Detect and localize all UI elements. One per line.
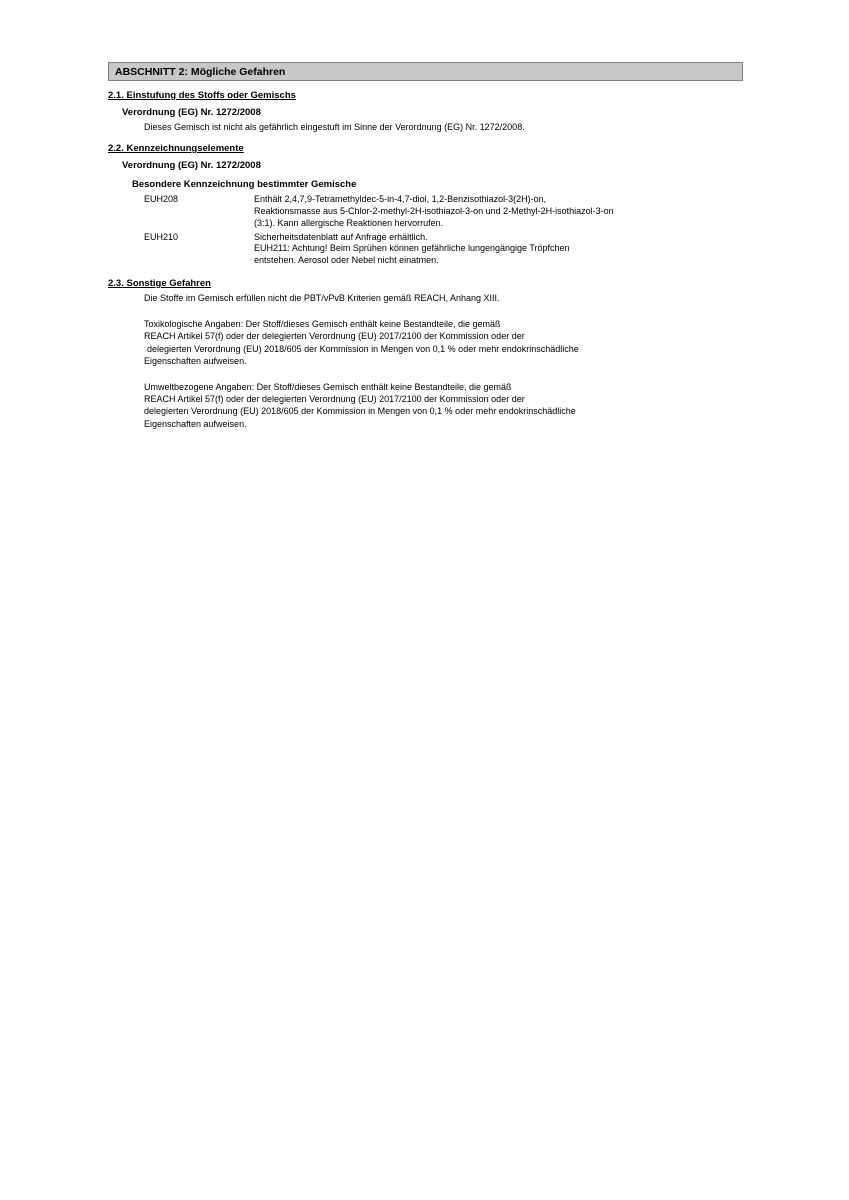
euh-text-line: Sicherheitsdatenblatt auf Anfrage erhältlich. — [254, 231, 428, 242]
paragraph-line: REACH Artikel 57(f) oder der delegierten Verordnung (EU) 2017/2100 der Kommission oder der — [144, 331, 525, 342]
section-banner: ABSCHNITT 2: Mögliche Gefahren — [108, 62, 743, 81]
subsection-2-1-heading: 2.1. Einstufung des Stoffs oder Gemischs — [108, 90, 296, 101]
table-row — [144, 232, 704, 270]
paragraph-line: Toxikologische Angaben: Der Stoff/dieses Gemisch enthält keine Bestandteile, die gemäß — [144, 319, 501, 329]
subsection-2-3-intro: Die Stoffe im Gemisch erfüllen nicht die PBT/vPvB Kriterien gemäß REACH, Anhang XIII. — [144, 293, 500, 304]
euh-code: EUH208 — [144, 193, 179, 204]
paragraph-line: Umweltbezogene Angaben: Der Stoff/dieses Gemisch enthält keine Bestandteile, die gemäß — [144, 381, 512, 392]
euh-text — [254, 232, 704, 270]
document-content — [108, 62, 743, 430]
paragraph-line: delegierten Verordnung (EU) 2018/605 der Kommission in Mengen von 0,1 % oder mehr endokrinschädliche — [144, 406, 576, 417]
euh-text-line: Reaktionsmasse aus 5-Chlor-2-methyl-2H-isothiazol-3-on und 2-Methyl-2H-isothiazol-3-on — [254, 205, 614, 216]
subsection-2-2-regulation-heading: Verordnung (EG) Nr. 1272/2008 — [122, 159, 261, 171]
paragraph-line: delegierten Verordnung (EU) 2018/605 der Kommission in Mengen von 0,1 % oder mehr endokrinschädliche — [147, 343, 579, 354]
paragraph-line: REACH Artikel 57(f) oder der delegierten Verordnung (EU) 2017/2100 der Kommission oder der — [144, 394, 525, 405]
subsection-2-3-heading: 2.3. Sonstige Gefahren — [108, 278, 211, 290]
euh-text-line: (3:1). Kann allergische Reaktionen hervorrufen. — [254, 217, 444, 228]
euh-text — [254, 194, 704, 232]
euh-text-line: Enthält 2,4,7,9-Tetramethyldec-5-in-4,7-diol, 1,2-Benzisothiazol-3(2H)-on, — [254, 193, 547, 204]
subsection-2-1-text: Dieses Gemisch ist nicht als gefährlich eingestuft im Sinne der Verordnung (EG) Nr. 1272/2008. — [144, 122, 525, 132]
euh-statements-table — [144, 194, 704, 269]
toxicological-information-paragraph — [144, 318, 689, 368]
subsection-2-2-heading: 2.2. Kennzeichnungselemente — [108, 142, 244, 154]
table-row — [144, 194, 704, 232]
special-labelling-heading: Besondere Kennzeichnung bestimmter Gemische — [132, 178, 357, 190]
euh-text-line: entstehen. Aerosol oder Nebel nicht einatmen. — [254, 255, 439, 266]
subsection-2-1-regulation-heading: Verordnung (EG) Nr. 1272/2008 — [122, 107, 261, 118]
euh-text-line: EUH211: Achtung! Beim Sprühen können gefährliche lungengängige Tröpfchen — [254, 243, 570, 254]
environmental-information-paragraph — [144, 381, 689, 431]
paragraph-line: Eigenschaften aufweisen. — [144, 418, 247, 429]
euh-code: EUH210 — [144, 231, 179, 242]
paragraph-line: Eigenschaften aufweisen. — [144, 356, 247, 367]
